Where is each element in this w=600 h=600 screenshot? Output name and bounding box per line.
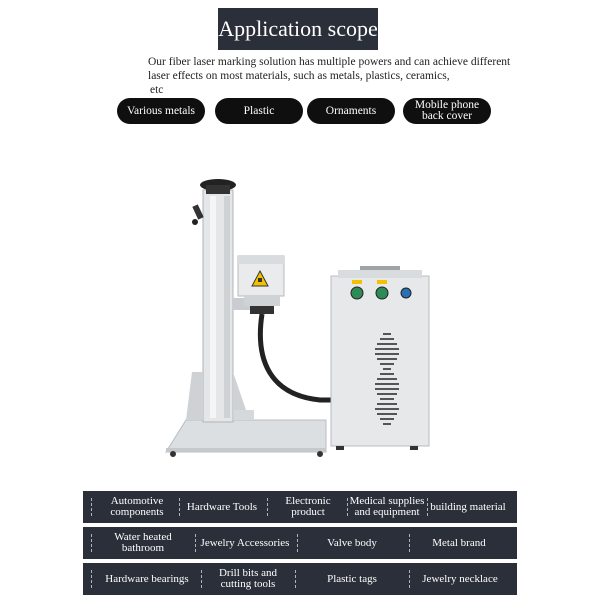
- application-water-heated-bathroom: Water heated bathroom: [114, 531, 172, 554]
- pill-ornaments: Ornaments: [307, 98, 395, 124]
- fiber-cable: [260, 314, 340, 400]
- applications-row-2: [83, 527, 517, 559]
- divider: [201, 570, 202, 588]
- application-drill-bits: Drill bits and cutting tools: [218, 567, 278, 590]
- application-jewelry-accessories: Jewelry Accessories: [200, 536, 290, 549]
- description-tail: etc: [150, 84, 164, 96]
- application-jewelry-necklace: Jewelry necklace: [422, 572, 498, 585]
- divider: [91, 570, 92, 588]
- application-hardware-tools: Hardware Tools: [186, 500, 258, 513]
- application-medical-supplies: Medical supplies and equipment: [349, 495, 425, 518]
- pill-mobile-phone-back-cover: Mobile phone back cover: [403, 98, 491, 124]
- divider: [267, 498, 268, 516]
- applications-row-3: [83, 563, 517, 595]
- application-valve-body: Valve body: [327, 536, 377, 549]
- divider: [295, 570, 296, 588]
- application-automotive-components: Automotive components: [110, 495, 164, 518]
- description-main: Our fiber laser marking solution has multiple powers and can achieve different laser effects on most materials, such as metals, plastics, ceramics,: [148, 56, 511, 82]
- pill-plastic: Plastic: [215, 98, 303, 124]
- application-building-material: building material: [430, 500, 506, 513]
- divider: [91, 498, 92, 516]
- laser-source-cabinet: [331, 266, 429, 450]
- application-metal-brand: Metal brand: [432, 536, 486, 549]
- applications-row-1: [83, 491, 517, 523]
- application-hardware-bearings: Hardware bearings: [105, 572, 189, 585]
- application-electronic-product: Electronic product: [285, 495, 331, 518]
- laser-head: [233, 256, 284, 314]
- applications-grid: [83, 491, 517, 599]
- machine-base-plate: [166, 420, 326, 457]
- section-title: Application scope: [218, 8, 378, 50]
- pill-various-metals: Various metals: [117, 98, 205, 124]
- divider: [91, 534, 92, 552]
- application-plastic-tags: Plastic tags: [327, 572, 377, 585]
